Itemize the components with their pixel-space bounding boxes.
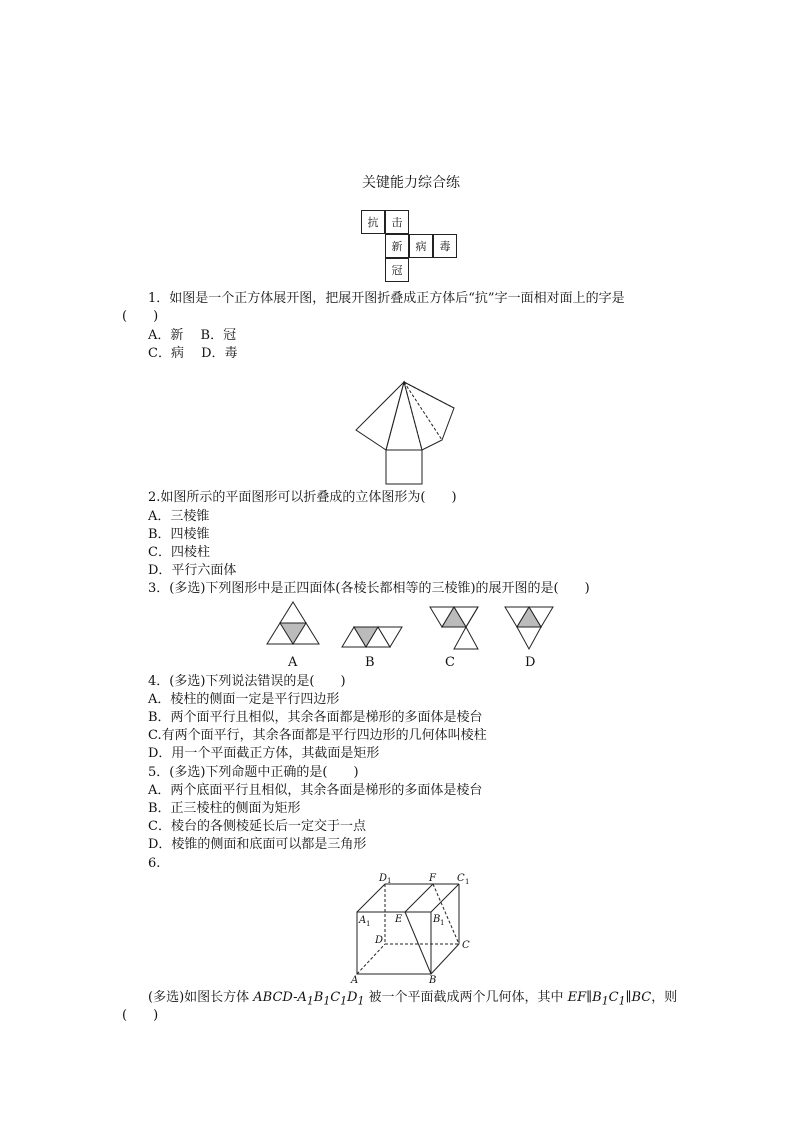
label-b1: B: [433, 914, 441, 925]
label-a1: A: [359, 915, 367, 926]
q5-option-b: B．正三棱柱的侧面为矩形: [148, 801, 301, 816]
q5-option-a: A．两个底面平行且相似，其余各面是梯形的多面体是棱台: [148, 783, 483, 798]
cuboid-figure: [345, 870, 477, 985]
q2-option-c: C．四棱柱: [148, 545, 210, 560]
q4-option-a: A．棱柱的侧面一定是平行四边形: [148, 692, 340, 707]
q2-option-d: D．平行六面体: [148, 563, 237, 578]
net-cell-ji: 击: [385, 210, 409, 234]
svg-text:1: 1: [465, 878, 470, 886]
net-cell-du: 毒: [433, 234, 457, 258]
svg-text:1: 1: [387, 877, 392, 885]
q1-stem-blank: ( ): [122, 309, 159, 324]
q5-stem: 5．(多选)下列命题中正确的是( ): [148, 765, 359, 780]
tetra-net-c: [428, 605, 480, 651]
net-cell-xin: 新: [385, 234, 409, 258]
q6-number: 6.: [148, 856, 161, 871]
q3-label-c: C: [445, 655, 455, 670]
net-cell-bing: 病: [409, 234, 433, 258]
q4-stem: 4．(多选)下列说法错误的是( ): [148, 674, 346, 689]
label-c: C: [462, 940, 470, 951]
q3-label-b: B: [365, 655, 375, 670]
net-cell-kang: 抗: [361, 210, 385, 234]
q1-stem: 1．如图是一个正方体展开图，把展开图折叠成正方体后“抗”字一面相对面上的字是: [148, 291, 625, 306]
q2-option-a: A．三棱锥: [148, 509, 210, 524]
q3-label-a: A: [288, 655, 298, 670]
pyramid-net-figure: [350, 378, 470, 488]
q5-option-d: D．棱锥的侧面和底面可以都是三角形: [148, 837, 367, 852]
label-c1: C: [457, 873, 465, 884]
svg-text:1: 1: [366, 920, 371, 928]
svg-text:1: 1: [440, 919, 445, 927]
net-cell-guan: 冠: [385, 258, 409, 282]
label-a: A: [351, 975, 359, 985]
q3-stem: 3．(多选)下列图形中是正四面体(各棱长都相等的三棱锥)的展开图的是( ): [148, 581, 590, 596]
q5-option-c: C．棱台的各侧棱延长后一定交于一点: [148, 819, 366, 834]
label-e: E: [395, 914, 403, 925]
tetra-net-d: [503, 605, 555, 651]
q4-option-d: D．用一个平面截正方体，其截面是矩形: [148, 746, 380, 761]
q4-option-b: B．两个面平行且相似，其余各面都是梯形的多面体是棱台: [148, 710, 483, 725]
label-f: F: [429, 873, 436, 884]
label-b: B: [429, 975, 437, 985]
tetra-net-b: [340, 625, 406, 649]
q2-stem: 2.如图所示的平面图形可以折叠成的立体图形为( ): [148, 490, 457, 505]
q1-options-ab: A．新 B．冠: [148, 328, 237, 343]
q2-option-b: B．四棱锥: [148, 527, 210, 542]
q3-label-d: D: [525, 655, 536, 670]
q6-stem-blank: ( ): [122, 1008, 159, 1023]
label-d1: D: [379, 873, 388, 884]
tetra-net-a: [265, 600, 321, 646]
q1-options-cd: C．病 D．毒: [148, 346, 238, 361]
page-title: 关键能力综合练: [362, 175, 460, 191]
q4-option-c: C.有两个面平行，其余各面都是平行四边形的几何体叫棱柱: [148, 728, 487, 743]
q6-stem: (多选)如图长方体 ABCD-$A_1B_1C_1D_1$ 被一个平面截成两个几何体，其中 $EF\parallel B_1C_1\parallel BC$，则: [148, 990, 678, 1008]
label-d: D: [375, 935, 384, 946]
